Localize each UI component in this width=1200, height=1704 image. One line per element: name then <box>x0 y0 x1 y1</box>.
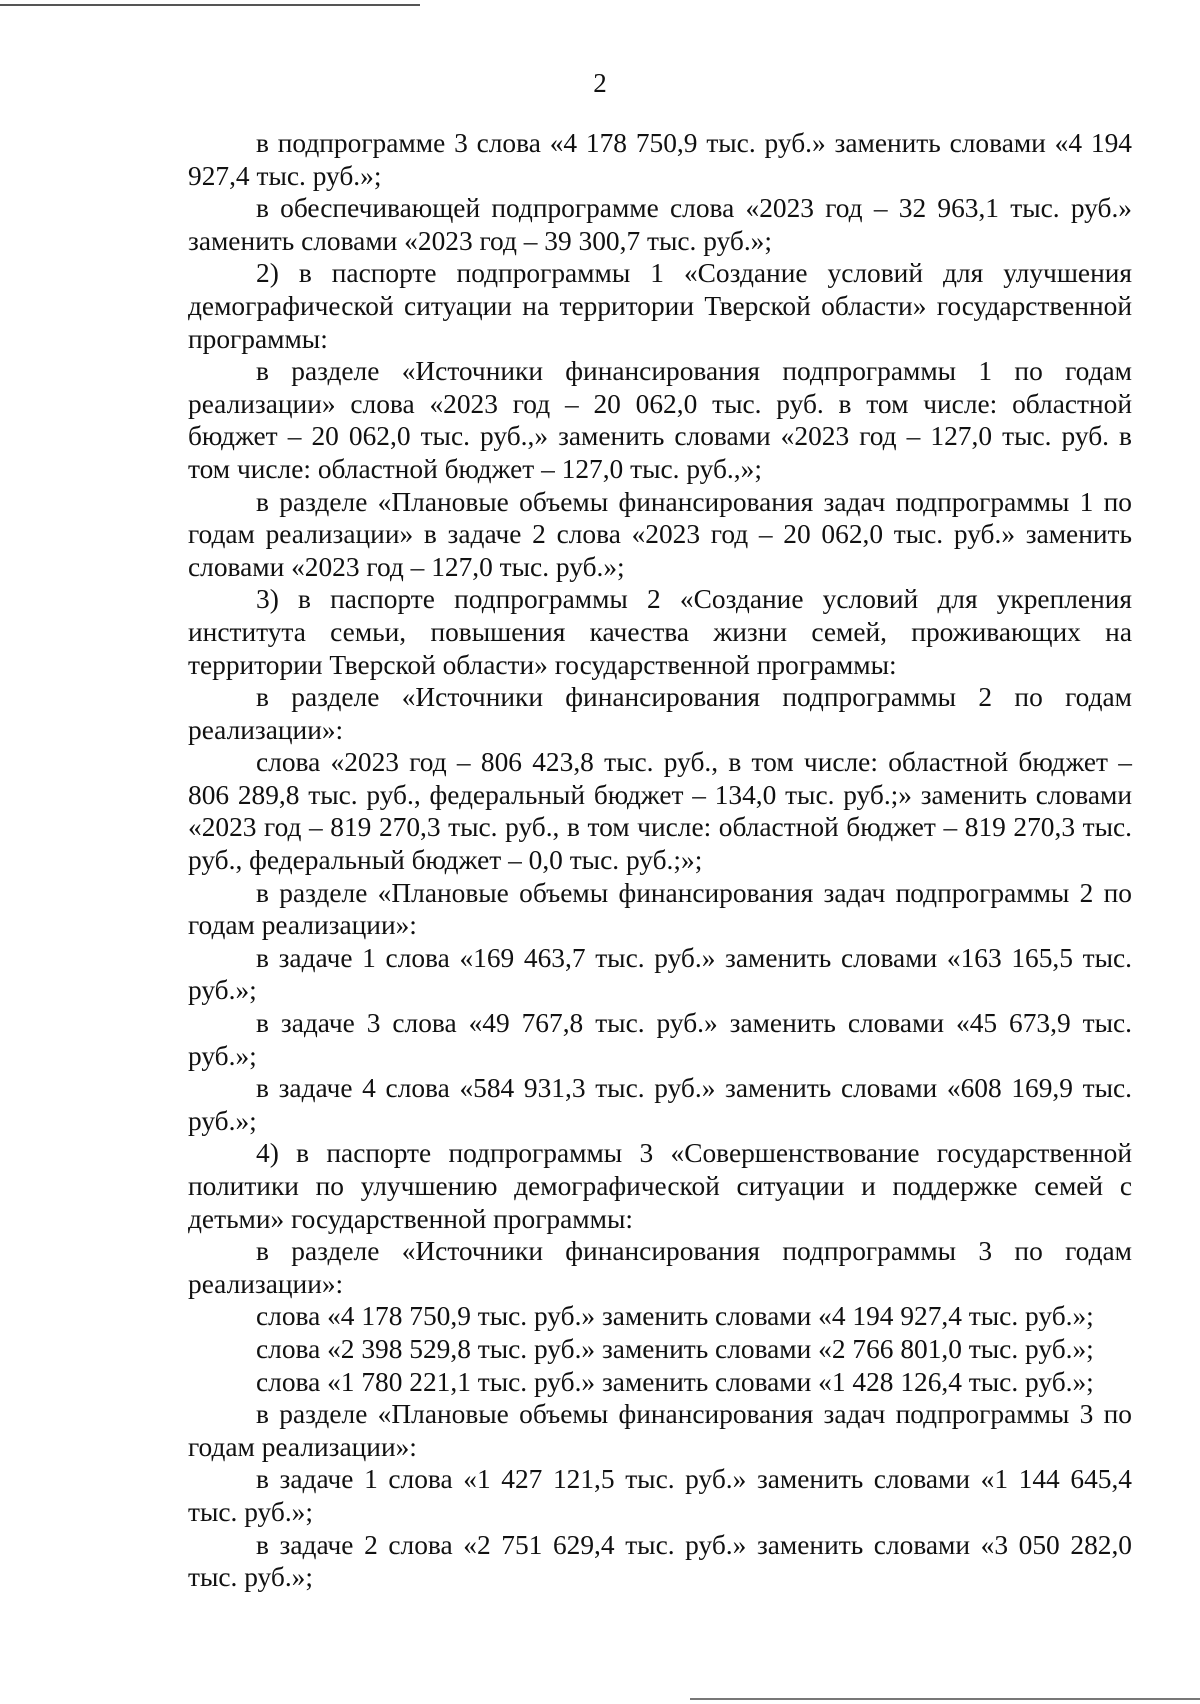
document-body <box>188 127 1132 1594</box>
paragraph: в задаче 3 слова «49 767,8 тыс. руб.» заменить словами «45 673,9 тыс. руб.»; <box>188 1008 1132 1071</box>
page-number: 2 <box>593 68 607 98</box>
paragraph: в задаче 2 слова «2 751 629,4 тыс. руб.» заменить словами «3 050 282,0 тыс. руб.»; <box>188 1529 1132 1593</box>
paragraph: в задаче 1 слова «1 427 121,5 тыс. руб.» заменить словами «1 144 645,4 тыс. руб.»; <box>188 1464 1132 1527</box>
paragraph: в разделе «Плановые объемы финансирования задач подпрограммы 3 по годам реализации»: <box>188 1399 1132 1462</box>
paragraph: в задаче 1 слова «169 463,7 тыс. руб.» заменить словами «163 165,5 тыс. руб.»; <box>188 942 1132 1006</box>
paragraph: в задаче 4 слова «584 931,3 тыс. руб.» заменить словами «608 169,9 тыс. руб.»; <box>188 1073 1132 1136</box>
paragraph: слова «2023 год – 806 423,8 тыс. руб., в том числе: областной бюджет – 806 289,8 тыс. руб., федеральный бюджет – 134,0 тыс. руб.;» заменить словами «2023 год – 819 270,3 тыс. руб., в том числе: областной бюджет – 819 270,3 тыс. руб., федеральный бюджет – 0,0 тыс. руб.;»; <box>188 747 1132 876</box>
scan-edge-top <box>0 4 420 6</box>
paragraph: в разделе «Источники финансирования подпрограммы 3 по годам реализации»: <box>188 1236 1132 1299</box>
scan-edge-bottom <box>690 1698 1200 1700</box>
paragraph: 4) в паспорте подпрограммы 3 «Совершенствование государственной политики по улучшению демографической ситуации и поддержке семей с детьми» государственной программы: <box>188 1138 1132 1234</box>
paragraph: 2) в паспорте подпрограммы 1 «Создание условий для улучшения демографической ситуации на территории Тверской области» государственной программы: <box>188 258 1132 354</box>
paragraph: в разделе «Плановые объемы финансирования задач подпрограммы 2 по годам реализации»: <box>188 877 1132 941</box>
paragraph: в разделе «Источники финансирования подпрограммы 1 по годам реализации» слова «2023 год – 20 062,0 тыс. руб. в том числе: областной бюджет – 20 062,0 тыс. руб.,» заменить словами «2023 год – 127,0 тыс. руб. в том числе: областной бюджет – 127,0 тыс. руб.,»; <box>188 356 1132 484</box>
paragraph: в разделе «Плановые объемы финансирования задач подпрограммы 1 по годам реализации» в задаче 2 слова «2023 год – 20 062,0 тыс. руб.» заменить словами «2023 год – 127,0 тыс. руб.»; <box>188 486 1132 582</box>
paragraph: в обеспечивающей подпрограмме слова «2023 год – 32 963,1 тыс. руб.» заменить словами «2023 год – 39 300,7 тыс. руб.»; <box>188 193 1132 256</box>
paragraph: 3) в паспорте подпрограммы 2 «Создание условий для укрепления института семьи, повышения качества жизни семей, проживающих на территории Тверской области» государственной программы: <box>188 584 1132 680</box>
paragraph: слова «2 398 529,8 тыс. руб.» заменить словами «2 766 801,0 тыс. руб.»; <box>256 1333 1094 1364</box>
paragraph: в разделе «Источники финансирования подпрограммы 2 по годам реализации»: <box>188 682 1132 745</box>
paragraph: слова «1 780 221,1 тыс. руб.» заменить словами «1 428 126,4 тыс. руб.»; <box>256 1366 1094 1397</box>
paragraph: в подпрограмме 3 слова «4 178 750,9 тыс. руб.» заменить словами «4 194 927,4 тыс. руб.»; <box>188 128 1132 191</box>
paragraph: слова «4 178 750,9 тыс. руб.» заменить словами «4 194 927,4 тыс. руб.»; <box>256 1301 1094 1332</box>
